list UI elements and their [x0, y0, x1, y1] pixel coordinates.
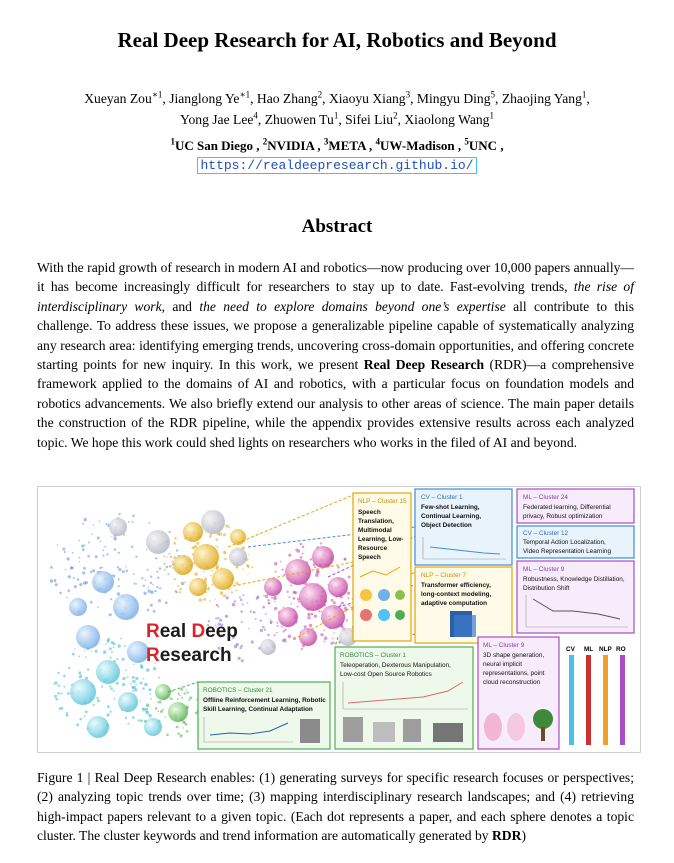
author: Xiaoyu Xiang$^3$,: [328, 89, 417, 106]
panel-ml-cluster-9-3d: [478, 637, 559, 749]
svg-text:adaptive computation: adaptive computation: [421, 600, 488, 607]
svg-text:Distribution Shift: Distribution Shift: [523, 585, 570, 592]
author: Yong Jae Lee$^4$,: [180, 110, 265, 127]
panel-ml-cluster-24: [517, 489, 634, 523]
svg-text:Translation,: Translation,: [358, 518, 394, 525]
abstract-text: With the rapid growth of research in modern AI and robotics—now producing over 10,000 papers annually—it has become increasingly difficult for researchers to stay up to date. Fast-evolving trends, the rise of interdisciplinary work, and the need to explore domains beyond one’s expertise all contribute to this challenge. To address these issues, we propose a generalizable pipeline capable of systematically analyzing any research area: identifying emerging trends, uncovering cross-domain opportunities, and offering concrete starting points for new inquiry. In this work, we present Real Deep Research (RDR)—a comprehensive framework applied to the domains of AI and robotics, with a particular focus on foundation models and robotics advancements. We also briefly extend our analysis to other areas of science. The main paper details the construction of the RDR pipeline, while the appendix provides extensive results across each analyzed topic. We hope this work could shed lights on researchers who works in the filed of AI and beyond.: [37, 260, 635, 450]
svg-text:Transformer efficiency,: Transformer efficiency,: [421, 582, 491, 589]
rdr-logo: [146, 621, 238, 666]
svg-text:Multimodal: Multimodal: [358, 527, 392, 534]
svg-text:long-context modeling,: long-context modeling,: [421, 591, 492, 598]
svg-text:Temporal Action Localization,: Temporal Action Localization,: [523, 539, 606, 546]
svg-text:CV: CV: [566, 646, 575, 653]
author: Zhuowen Tu$^1$,: [264, 110, 346, 127]
svg-text:Few-shot Learning,: Few-shot Learning,: [421, 504, 480, 511]
svg-text:Offline Reinforcement Learning: Offline Reinforcement Learning, Robotic: [203, 697, 326, 704]
svg-text:Object Detection: Object Detection: [421, 522, 472, 529]
abstract-heading: Abstract: [301, 216, 373, 237]
author: Xiaolong Wang$^1$: [404, 110, 494, 127]
author: Mingyu Ding$^5$,: [416, 89, 502, 106]
panel-nlp-cluster-7: [415, 567, 512, 643]
project-url-link[interactable]: https://realdeepresearch.github.io/: [197, 157, 476, 174]
svg-text:CV – Cluster 12: CV – Cluster 12: [523, 530, 569, 537]
svg-text:privacy, Robust optimization: privacy, Robust optimization: [523, 513, 603, 520]
svg-text:ML – Cluster 9: ML – Cluster 9: [483, 642, 525, 649]
svg-text:Continual Learning,: Continual Learning,: [421, 513, 481, 520]
panel-robotics-cluster-21: [198, 682, 330, 749]
svg-text:Learning, Low-: Learning, Low-: [358, 536, 404, 543]
svg-text:ML: ML: [584, 646, 594, 653]
svg-text:Robustness, Knowledge Distilla: Robustness, Knowledge Distillation,: [523, 576, 625, 583]
panel-cv-cluster-1: [415, 489, 512, 565]
cluster-legend: [566, 646, 626, 745]
svg-text:ROBOTICS – Cluster 1: ROBOTICS – Cluster 1: [340, 652, 407, 659]
svg-text:Research: Research: [146, 645, 232, 666]
svg-text:3D shape generation,: 3D shape generation,: [483, 652, 545, 659]
paper-title: Real Deep Research for AI, Robotics and Beyond: [117, 28, 557, 52]
svg-text:ROBOTICS – Cluster 21: ROBOTICS – Cluster 21: [203, 687, 273, 694]
author: Sifei Liu$^2$,: [345, 110, 405, 127]
svg-text:representations, point: representations, point: [483, 670, 545, 677]
svg-text:ML – Cluster 24: ML – Cluster 24: [523, 494, 568, 501]
panel-nlp-cluster-15: [353, 493, 411, 641]
svg-text:Low-cost Open Source Robotics: Low-cost Open Source Robotics: [340, 671, 432, 678]
svg-text:Teleoperation, Dexterous Manip: Teleoperation, Dexterous Manipulation,: [340, 662, 451, 669]
figure-1-caption: Figure 1 | Real Deep Research enables: (1) generating surveys for specific research focuses or perspectives; (2) analyzing topic trends over time; (3) mapping interdisciplinary research landscapes; and (4) retrieving high-impact papers relevant to a given topic. (Each dot represents a paper, and each sphere denotes a topic cluster. The cluster keywords and trend information are automatically generated by RDR): [37, 770, 634, 844]
author: Zhaojing Yang$^1$,: [501, 89, 590, 106]
svg-text:Speech: Speech: [358, 554, 381, 561]
svg-text:Skill Learning, Continual Adap: Skill Learning, Continual Adaptation: [203, 706, 313, 713]
author: Xueyan Zou$^{∗1}$,: [84, 89, 170, 106]
svg-text:neural implicit: neural implicit: [483, 661, 523, 668]
affiliations: $^1$UC San Diego , $^2$NVIDIA , $^3$META , $^4$UW-Madison , $^5$UNC ,: [170, 136, 504, 153]
panel-robotics-cluster-1: [335, 647, 473, 749]
panel-ml-cluster-9: [517, 561, 634, 633]
svg-text:Video Representation Learning: Video Representation Learning: [523, 548, 611, 555]
svg-text:Speech: Speech: [358, 509, 381, 516]
panel-cv-cluster-12: [517, 526, 634, 558]
svg-text:CV – Cluster 1: CV – Cluster 1: [421, 494, 463, 501]
svg-text:NLP: NLP: [599, 646, 612, 653]
svg-text:Real Deep: Real Deep: [146, 621, 238, 642]
svg-text:Federated learning, Differenti: Federated learning, Differential: [523, 504, 611, 511]
svg-text:cloud reconstruction: cloud reconstruction: [483, 679, 541, 686]
svg-text:RO: RO: [616, 646, 626, 653]
author-list: [40, 88, 634, 130]
author: Jianglong $Ye^{∗1}$,: [169, 89, 257, 106]
figure-1: [37, 486, 641, 753]
author: Hao Zhang$^2$,: [256, 89, 329, 106]
svg-text:ML – Cluster 9: ML – Cluster 9: [523, 566, 565, 573]
svg-text:NLP – Cluster 7: NLP – Cluster 7: [421, 572, 466, 579]
svg-text:Resource: Resource: [358, 545, 388, 552]
svg-text:NLP – Cluster 15: NLP – Cluster 15: [358, 498, 407, 505]
figure-1-illustration: [38, 487, 640, 752]
